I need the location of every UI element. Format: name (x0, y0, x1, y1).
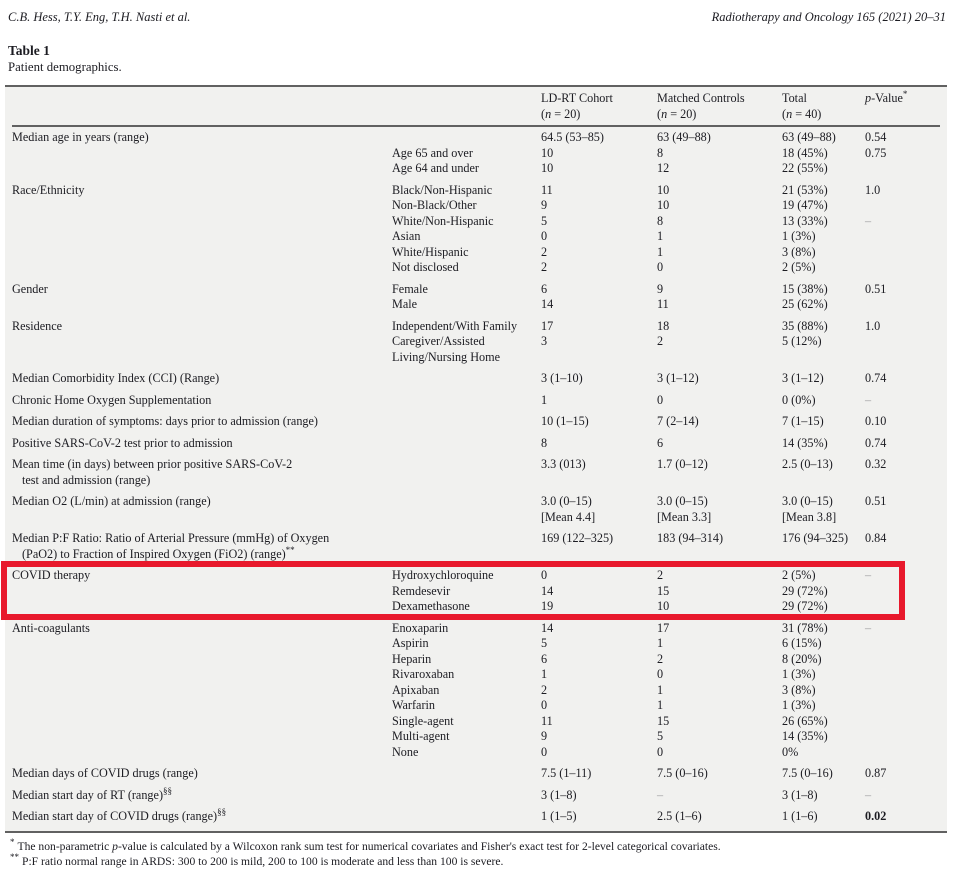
cell-total: 29 (72%) (782, 583, 828, 598)
cell-pvalue: 0.51 (865, 281, 887, 296)
cell-matched: 2 (657, 568, 664, 582)
cell-matched: 1 (657, 698, 664, 712)
cell-pvalue: 1.0 (865, 318, 881, 333)
table-row (12, 130, 940, 146)
table-row (12, 745, 940, 761)
table-row (12, 766, 940, 782)
cell-matched: 15 (657, 713, 670, 728)
cell-matched: 0 (657, 392, 664, 407)
cell-label (12, 599, 392, 615)
cell-matched: 9 (657, 281, 664, 296)
table-row (12, 698, 940, 714)
cell-sublabel (392, 436, 541, 452)
cell-ldrt: 3.0 (0–15) [Mean 4.4] (541, 494, 596, 524)
column-header-1: LD-RT Cohort (n = 20) (541, 91, 613, 121)
cell-ldrt: 0 (541, 229, 548, 243)
cell-total: 14 (35%) (782, 729, 828, 743)
cell-pvalue: – (865, 787, 872, 802)
cell-pvalue (865, 260, 940, 276)
footnote: * The non-parametric p-value is calculated by a Wilcoxon rank sum test for numerical covariates and Fisher's exact test for 2-level categorical covariates. (10, 836, 721, 853)
cell-matched: 15 (657, 583, 670, 598)
cell-total: 1 (3%) (782, 698, 816, 712)
cell-pvalue: – (865, 392, 872, 407)
cell-pvalue: 0.02 (865, 809, 887, 823)
cell-matched: 2 (657, 334, 664, 348)
cell-matched: – (657, 787, 664, 802)
cell-sublabel (392, 414, 541, 430)
cell-ldrt: 9 (541, 198, 548, 212)
cell-pvalue (865, 229, 940, 245)
cell-total: 29 (72%) (782, 599, 828, 613)
cell-ldrt: 3 (541, 334, 548, 348)
cell-ldrt: 0 (541, 698, 548, 712)
cell-total: 7.5 (0–16) (782, 766, 833, 780)
cell-matched: 0 (657, 744, 664, 759)
table-row (12, 683, 940, 699)
cell-pvalue: – (865, 213, 872, 228)
table-row (12, 183, 940, 199)
cell-label (12, 260, 392, 276)
cell-matched: 11 (657, 297, 669, 311)
cell-total: 13 (33%) (782, 213, 828, 228)
header-spacer-label (12, 91, 392, 122)
cell-ldrt: 0 (541, 744, 548, 759)
table-caption-label: Table 1 (8, 43, 50, 58)
cell-label: Median days of COVID drugs (range) (12, 766, 198, 780)
cell-label: Anti-coagulants (12, 620, 90, 635)
cell-total: 6 (15%) (782, 636, 822, 650)
running-head (0, 0, 954, 25)
cell-label: Median duration of symptoms: days prior to admission (range) (12, 414, 318, 428)
cell-label (12, 652, 392, 668)
cell-matched: 63 (49–88) (657, 130, 711, 144)
cell-ldrt: 2 (541, 260, 548, 274)
cell-pvalue: – (865, 620, 872, 635)
table-row (12, 436, 940, 452)
cell-ldrt: 6 (541, 651, 548, 666)
cell-matched: 2.5 (1–6) (657, 809, 702, 823)
cell-pvalue: 0.10 (865, 414, 887, 428)
cell-pvalue (865, 161, 940, 177)
column-header-3: Total (n = 40) (782, 91, 822, 121)
table-row (12, 260, 940, 276)
cell-sublabel: Age 65 and over (392, 145, 473, 160)
cell-ldrt: 10 (1–15) (541, 414, 589, 428)
cell-sublabel (392, 457, 541, 488)
cell-ldrt: 19 (541, 599, 554, 613)
cell-pvalue: 0.75 (865, 145, 887, 160)
cell-matched: 1 (657, 229, 664, 243)
cell-label: Median O2 (L/min) at admission (range) (12, 494, 211, 508)
cell-matched: 0 (657, 260, 664, 274)
cell-matched: 10 (657, 198, 670, 212)
cell-sublabel: Aspirin (392, 636, 429, 650)
cell-sublabel: Heparin (392, 651, 432, 666)
cell-ldrt: 17 (541, 318, 554, 333)
cell-total: 3.0 (0–15) [Mean 3.8] (782, 494, 837, 524)
cell-label (12, 745, 392, 761)
cell-total: 15 (38%) (782, 281, 828, 296)
cell-total: 0 (0%) (782, 392, 816, 407)
cell-total: 3 (1–12) (782, 371, 824, 385)
cell-label (12, 229, 392, 245)
cell-ldrt: 14 (541, 583, 554, 598)
cell-sublabel: None (392, 744, 419, 759)
cell-ldrt: 11 (541, 182, 553, 197)
cell-pvalue (865, 667, 940, 683)
cell-label (12, 667, 392, 683)
cell-pvalue (865, 698, 940, 714)
row-group-highlighted (12, 568, 940, 615)
cell-total: 1 (3%) (782, 667, 816, 681)
cell-total: 31 (78%) (782, 620, 828, 635)
cell-matched: 8 (657, 213, 664, 228)
cell-ldrt: 1 (541, 392, 548, 407)
cell-matched: 1 (657, 636, 664, 650)
cell-label: Chronic Home Oxygen Supplementation (12, 392, 212, 407)
header-spacer-sublabel (392, 91, 541, 122)
row-group (12, 785, 940, 804)
cell-pvalue (865, 636, 940, 652)
cell-label (12, 146, 392, 162)
cell-sublabel: Age 64 and under (392, 161, 479, 175)
cell-label (12, 297, 392, 313)
row-group (12, 183, 940, 276)
cell-matched: 183 (94–314) (657, 531, 724, 545)
cell-pvalue (865, 297, 940, 313)
cell-sublabel: Single-agent (392, 713, 454, 728)
cell-total: 1 (3%) (782, 229, 816, 243)
cell-sublabel: Caregiver/Assisted Living/Nursing Home (392, 334, 500, 364)
cell-sublabel: Independent/With Family (392, 318, 518, 333)
cell-total: 35 (88%) (782, 318, 828, 333)
cell-pvalue (865, 714, 940, 730)
cell-label (12, 729, 392, 745)
table-header-row (12, 87, 940, 127)
row-group (12, 282, 940, 313)
cell-label: COVID therapy (12, 568, 91, 582)
cell-matched: 1 (657, 682, 664, 697)
cell-matched: 12 (657, 161, 670, 175)
cell-total: 176 (94–325) (782, 531, 849, 545)
table-row (12, 198, 940, 214)
cell-pvalue (865, 245, 940, 261)
table-row (12, 282, 940, 298)
cell-ldrt: 169 (122–325) (541, 531, 614, 545)
cell-matched: 7.5 (0–16) (657, 766, 708, 780)
cell-pvalue: 0.51 (865, 494, 887, 508)
cell-pvalue: 0.74 (865, 371, 887, 385)
cell-label (12, 245, 392, 261)
table-row (12, 494, 940, 525)
cell-matched: 2 (657, 651, 664, 666)
cell-label (12, 214, 392, 230)
cell-total: 25 (62%) (782, 297, 828, 311)
row-group (12, 393, 940, 409)
cell-total: 26 (65%) (782, 713, 828, 728)
cell-ldrt: 1 (541, 667, 548, 681)
cell-ldrt: 0 (541, 568, 548, 582)
table-body (12, 127, 940, 831)
row-group (12, 319, 940, 366)
cell-label (12, 636, 392, 652)
cell-ldrt: 9 (541, 729, 548, 743)
cell-sublabel: Asian (392, 229, 421, 243)
cell-total: 2.5 (0–13) (782, 457, 833, 471)
cell-pvalue (865, 198, 940, 214)
cell-pvalue: – (865, 568, 872, 582)
cell-total: 19 (47%) (782, 198, 828, 212)
cell-total: 3 (1–8) (782, 787, 818, 802)
table-row (12, 621, 940, 637)
table-row (12, 599, 940, 615)
table-row (12, 146, 940, 162)
cell-sublabel: Male (392, 297, 418, 311)
cell-total: 3 (8%) (782, 682, 816, 697)
cell-matched: 0 (657, 667, 664, 681)
table-row (12, 214, 940, 230)
row-group (12, 806, 940, 825)
cell-sublabel: Female (392, 281, 428, 296)
cell-matched: 3 (1–12) (657, 371, 699, 385)
cell-pvalue (865, 745, 940, 761)
cell-sublabel (392, 371, 541, 387)
cell-ldrt: 3 (1–8) (541, 787, 577, 802)
table-row (12, 667, 940, 683)
cell-ldrt: 10 (541, 145, 554, 160)
cell-ldrt: 10 (541, 161, 554, 175)
row-group (12, 371, 940, 387)
cell-matched: 7 (2–14) (657, 414, 699, 428)
cell-total: 7 (1–15) (782, 414, 824, 428)
demographics-table (5, 85, 947, 833)
cell-label: Gender (12, 281, 48, 296)
row-group (12, 436, 940, 452)
cell-ldrt: 5 (541, 213, 548, 228)
table-caption (0, 25, 954, 76)
cell-ldrt: 2 (541, 682, 548, 697)
row-group (12, 531, 940, 562)
cell-label (12, 683, 392, 699)
cell-ldrt: 2 (541, 244, 548, 259)
cell-pvalue (865, 683, 940, 699)
cell-total: 3 (8%) (782, 244, 816, 259)
table-row (12, 584, 940, 600)
cell-total: 1 (1–6) (782, 809, 818, 823)
row-group (12, 766, 940, 782)
cell-matched: 18 (657, 318, 670, 333)
table-footnotes (0, 833, 954, 870)
cell-label: Residence (12, 318, 63, 333)
cell-label (12, 698, 392, 714)
cell-total: 21 (53%) (782, 182, 828, 197)
cell-label (12, 161, 392, 177)
cell-sublabel (392, 393, 541, 409)
cell-matched: 6 (657, 435, 664, 450)
table-row (12, 229, 940, 245)
cell-total: 18 (45%) (782, 145, 828, 160)
column-header-2: Matched Controls (n = 20) (657, 91, 745, 121)
table-row (12, 297, 940, 313)
cell-sublabel (392, 531, 541, 562)
cell-ldrt: 5 (541, 636, 548, 650)
cell-sublabel: Rivaroxaban (392, 667, 455, 681)
cell-label: Median age in years (range) (12, 130, 149, 144)
table-row (12, 714, 940, 730)
cell-label (12, 334, 392, 365)
table-row (12, 371, 940, 387)
cell-pvalue (865, 652, 940, 668)
cell-ldrt: 14 (541, 297, 554, 311)
cell-matched: 3.0 (0–15) [Mean 3.3] (657, 494, 712, 524)
cell-label: Mean time (in days) between prior positive SARS-CoV-2 test and admission (range) (12, 457, 293, 487)
cell-ldrt: 6 (541, 281, 548, 296)
row-group (12, 494, 940, 525)
cell-total: 0% (782, 744, 799, 759)
table-row (12, 457, 940, 488)
cell-sublabel: Multi-agent (392, 729, 450, 743)
cell-matched: 1 (657, 244, 664, 259)
table-row (12, 319, 940, 335)
table-row (12, 414, 940, 430)
cell-matched: 10 (657, 599, 670, 613)
table-row (12, 161, 940, 177)
cell-ldrt: 7.5 (1–11) (541, 766, 592, 780)
table-row (12, 636, 940, 652)
cell-sublabel: Enoxaparin (392, 620, 449, 635)
cell-sublabel: Hydroxychloroquine (392, 568, 494, 582)
row-group (12, 457, 940, 488)
table-caption-description: Patient demographics. (8, 60, 122, 74)
cell-label: Median start day of RT (range)§§ (12, 785, 172, 802)
cell-sublabel: Apixaban (392, 682, 440, 697)
row-group (12, 414, 940, 430)
footnote: ** P:F ratio normal range in ARDS: 300 to 200 is mild, 200 to 100 is moderate and less than 100 is severe. (10, 852, 504, 868)
cell-sublabel (392, 766, 541, 782)
row-group (12, 130, 940, 177)
cell-total: 14 (35%) (782, 435, 828, 450)
cell-pvalue: 0.54 (865, 130, 887, 144)
cell-matched: 10 (657, 182, 670, 197)
cell-pvalue (865, 599, 940, 615)
cell-label: Median P:F Ratio: Ratio of Arterial Pressure (mmHg) of Oxygen (PaO2) to Fraction of Inspired Oxygen (FiO2) (range)** (12, 531, 330, 561)
cell-total: 22 (55%) (782, 161, 828, 175)
cell-sublabel: White/Non-Hispanic (392, 213, 494, 228)
cell-label: Positive SARS-CoV-2 test prior to admission (12, 435, 233, 450)
cell-label: Median Comorbidity Index (CCI) (Range) (12, 371, 220, 385)
cell-sublabel: Remdesevir (392, 583, 451, 598)
cell-total: 63 (49–88) (782, 130, 836, 144)
cell-total: 2 (5%) (782, 568, 816, 582)
cell-ldrt: 8 (541, 435, 548, 450)
cell-matched: 8 (657, 145, 664, 160)
cell-ldrt: 1 (1–5) (541, 809, 577, 823)
cell-pvalue: 0.87 (865, 766, 887, 780)
cell-total: 2 (5%) (782, 260, 816, 274)
cell-matched: 1.7 (0–12) (657, 457, 708, 471)
table-row (12, 334, 940, 365)
running-head-journal: Radiotherapy and Oncology 165 (2021) 20–31 (711, 10, 946, 24)
cell-ldrt: 11 (541, 713, 553, 728)
cell-pvalue (865, 729, 940, 745)
cell-matched: 17 (657, 620, 670, 635)
table-row (12, 245, 940, 261)
cell-sublabel: Not disclosed (392, 260, 459, 274)
cell-label: Median start day of COVID drugs (range)§§ (12, 806, 227, 823)
cell-sublabel (392, 130, 541, 146)
cell-pvalue (865, 334, 940, 365)
cell-sublabel: Dexamethasone (392, 599, 470, 613)
cell-ldrt: 3.3 (013) (541, 457, 586, 471)
table-row (12, 785, 940, 804)
cell-sublabel (392, 494, 541, 525)
cell-sublabel: Black/Non-Hispanic (392, 182, 493, 197)
table-row (12, 652, 940, 668)
row-group (12, 621, 940, 761)
cell-label (12, 584, 392, 600)
cell-pvalue: 0.32 (865, 457, 887, 471)
cell-sublabel (392, 788, 541, 804)
cell-pvalue: 0.74 (865, 435, 887, 450)
running-head-authors: C.B. Hess, T.Y. Eng, T.H. Nasti et al. (8, 10, 191, 24)
cell-total: 5 (12%) (782, 334, 822, 348)
cell-label (12, 714, 392, 730)
cell-sublabel: Non-Black/Other (392, 198, 477, 212)
cell-label: Race/Ethnicity (12, 182, 85, 197)
cell-pvalue: 0.84 (865, 531, 887, 545)
column-header-4: p-Value* (865, 88, 908, 105)
table-row (12, 729, 940, 745)
cell-label (12, 198, 392, 214)
cell-matched: 5 (657, 729, 664, 743)
cell-ldrt: 64.5 (53–85) (541, 130, 604, 144)
cell-sublabel: Warfarin (392, 698, 436, 712)
table-row (12, 531, 940, 562)
cell-total: 8 (20%) (782, 651, 822, 666)
table-row (12, 806, 940, 825)
cell-pvalue: 1.0 (865, 182, 881, 197)
table-row (12, 568, 940, 584)
table-row (12, 393, 940, 409)
cell-ldrt: 3 (1–10) (541, 371, 583, 385)
cell-ldrt: 14 (541, 620, 554, 635)
cell-sublabel: White/Hispanic (392, 244, 469, 259)
cell-sublabel (392, 809, 541, 825)
cell-pvalue (865, 584, 940, 600)
